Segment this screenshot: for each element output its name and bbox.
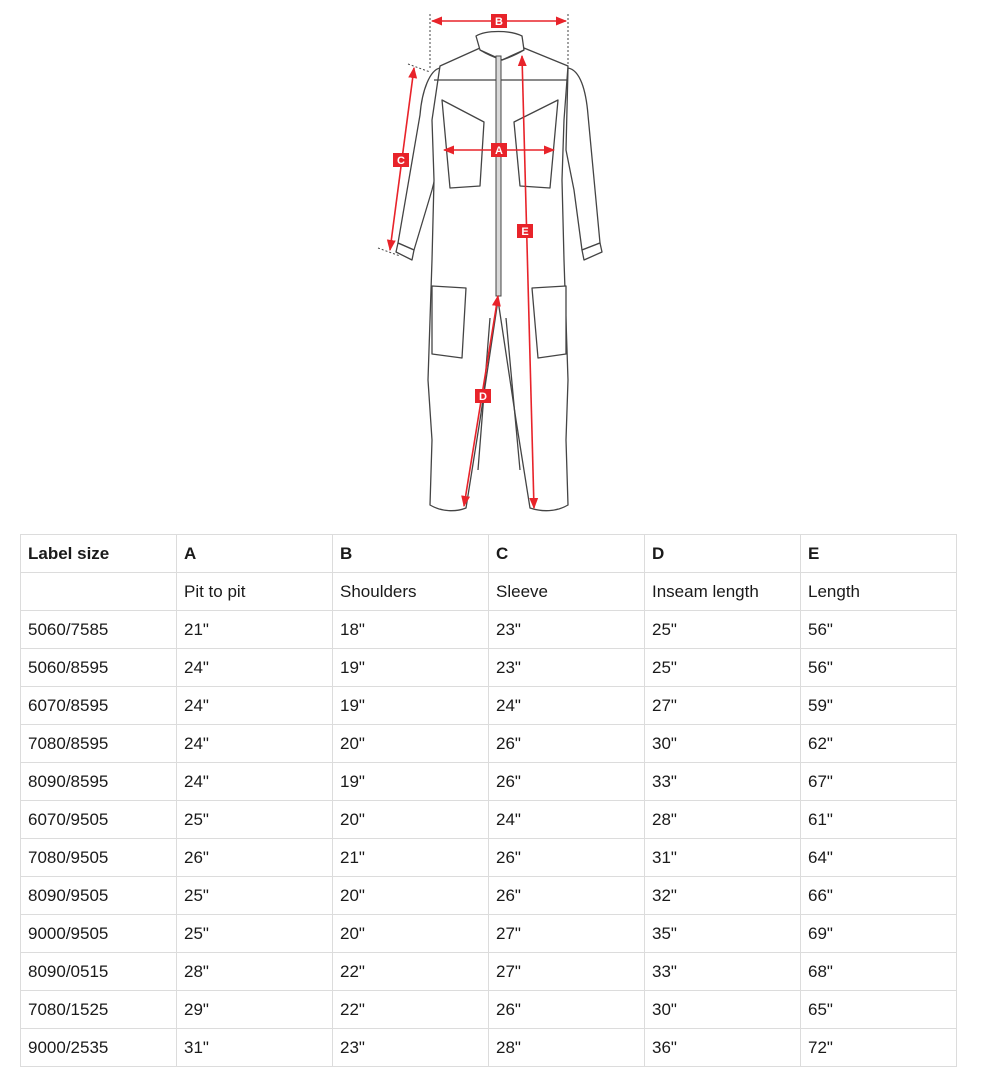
table-cell: 26" [177,839,333,877]
table-cell: 6070/8595 [21,687,177,725]
table-cell: 26" [489,877,645,915]
marker-a-label: A [495,145,503,157]
table-cell: 24" [177,763,333,801]
table-cell: 28" [489,1029,645,1067]
table-cell: 7080/8595 [21,725,177,763]
table-row [21,801,957,839]
table-cell: 19" [333,649,489,687]
table-cell: 69" [801,915,957,953]
table-cell: 20" [333,915,489,953]
table-cell: B [333,535,489,573]
table-cell: 56" [801,611,957,649]
table-cell: 62" [801,725,957,763]
table-cell: E [801,535,957,573]
table-cell: 23" [333,1029,489,1067]
table-cell: 25" [645,649,801,687]
table-cell: 18" [333,611,489,649]
zipper [496,56,501,296]
table-cell: 8090/0515 [21,953,177,991]
table-cell: 61" [801,801,957,839]
table-cell: 64" [801,839,957,877]
table-cell: Inseam length [645,573,801,611]
table-cell: 8090/8595 [21,763,177,801]
table-cell: 28" [645,801,801,839]
table-row [21,611,957,649]
table-cell: 24" [177,649,333,687]
table-cell: 26" [489,725,645,763]
table-cell: 8090/9505 [21,877,177,915]
table-cell: 7080/1525 [21,991,177,1029]
table-cell: 5060/7585 [21,611,177,649]
table-cell: 29" [177,991,333,1029]
table-cell: 21" [333,839,489,877]
table-cell: 20" [333,725,489,763]
table-cell: 7080/9505 [21,839,177,877]
table-cell: 9000/2535 [21,1029,177,1067]
table-row [21,877,957,915]
table-cell: 27" [645,687,801,725]
table-row [21,725,957,763]
table-cell: 33" [645,763,801,801]
table-cell: 35" [645,915,801,953]
table-row [21,763,957,801]
table-cell: Length [801,573,957,611]
table-cell: Label size [21,535,177,573]
table-cell: 32" [645,877,801,915]
table-cell: 19" [333,763,489,801]
marker-b-label: B [495,16,503,28]
table-cell: 20" [333,801,489,839]
marker-e-label: E [521,226,529,238]
table-cell: A [177,535,333,573]
table-cell [21,573,177,611]
table-cell: 24" [489,801,645,839]
right-sleeve [566,68,600,250]
table-cell: 24" [177,687,333,725]
table-header-row [21,535,957,573]
table-cell: 26" [489,763,645,801]
table-cell: C [489,535,645,573]
table-cell: 27" [489,953,645,991]
table-cell: 26" [489,991,645,1029]
table-row [21,839,957,877]
table-cell: 59" [801,687,957,725]
marker-d-label: D [479,391,487,403]
table-cell: 5060/8595 [21,649,177,687]
table-cell: 19" [333,687,489,725]
table-cell: Shoulders [333,573,489,611]
table-cell: 23" [489,611,645,649]
table-cell: 30" [645,991,801,1029]
table-cell: 6070/9505 [21,801,177,839]
table-cell: 23" [489,649,645,687]
table-cell: 21" [177,611,333,649]
right-leg-pocket [532,286,566,358]
table-cell: 56" [801,649,957,687]
table-row [21,687,957,725]
table-cell: 26" [489,839,645,877]
table-cell: Pit to pit [177,573,333,611]
table-cell: 25" [177,801,333,839]
table-cell: 72" [801,1029,957,1067]
table-cell: 65" [801,991,957,1029]
table-cell: 25" [645,611,801,649]
table-cell: 25" [177,915,333,953]
table-cell: 36" [645,1029,801,1067]
table-cell: 66" [801,877,957,915]
table-cell: 27" [489,915,645,953]
table-cell: D [645,535,801,573]
table-cell: 24" [177,725,333,763]
coverall-measurement-diagram [370,0,610,520]
table-row [21,915,957,953]
table-cell: 31" [645,839,801,877]
table-subheader-row [21,573,957,611]
table-cell: 9000/9505 [21,915,177,953]
table-row [21,1029,957,1067]
table-cell: 22" [333,991,489,1029]
table-row [21,991,957,1029]
marker-c-label: C [397,155,405,167]
table-row [21,953,957,991]
left-leg-pocket [432,286,466,358]
table-cell: 24" [489,687,645,725]
table-row [21,649,957,687]
table-cell: Sleeve [489,573,645,611]
table-cell: 67" [801,763,957,801]
table-cell: 25" [177,877,333,915]
table-cell: 31" [177,1029,333,1067]
table-cell: 33" [645,953,801,991]
table-cell: 22" [333,953,489,991]
table-cell: 28" [177,953,333,991]
table-cell: 20" [333,877,489,915]
table-cell: 68" [801,953,957,991]
table-cell: 30" [645,725,801,763]
size-chart-table [20,534,957,1067]
